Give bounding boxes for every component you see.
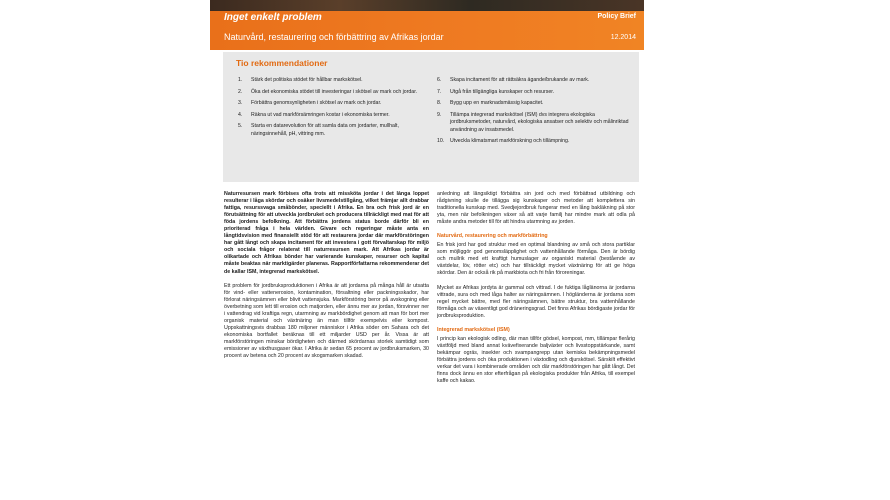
recommendations-right-column	[437, 77, 633, 150]
header-photo-strip	[210, 0, 644, 11]
body-right-column	[437, 191, 635, 496]
doc-type-label: Policy Brief	[597, 13, 636, 20]
body-paragraph: Ett problem för jordbruksproduktionen i Afrika är att jordarna på många håll är utsatta för vind- eller vattenerosion, kontamination, försaltning eller packningsskador, har förlorat näringsämnen eller blivit vattensjuka. Markförstöring beror på avskogning eller överbetning som lett till erosion och matjorden, eller ännu mer av jordan, försvinner ner i vattendrag vid kraftiga regn, utarmning av markbördighet genom att man för bort mer organisk material och växtnäring än man tillför exempelvis eller kompost. Uppskattningsvis drabbas 180 miljoner människor i Afrika söder om Sahara och det ekonomiska bortfallet beräknas till ett miljarder USD per år. Vissa är att markförstöringen minskar bördigheten och därmed skördarnas storlek samtidigt som emissioner av växthusgaser ökar. I Afrika är sedan 65 procent av jordbruksmarken, 30 procent av betena och 20 procent av skogsmarken skadad.	[224, 282, 429, 360]
header-band	[210, 0, 644, 50]
recommendation-item: 6. Skapa incitament för att rättsäkra ägande/brukande av mark.	[437, 77, 590, 83]
recommendation-item: 3. Förbättra genomsynligheten i skötsel av mark och jordar.	[238, 100, 382, 107]
body-paragraph: Mycket av Afrikas jordyta är gammal och vittrad. I de fuktiga låglänorna är jordarna vittrade, sura och med låga halter av näringsämnen. I högländerna är jordarna som regel mycket bättre, med fler näringsämnen, bättre struktur, bra vattenhållande förmåga och av väsentligt god dräneringsgrad. Det finns Afrikas bördigaste jordar för jordbruksproduktion.	[437, 284, 635, 319]
recommendation-item: 9. Tillämpa integrerad markskötsel (ISM) dvs integrera ekologiska jordbruksmetoder, naturvård, ekologiska ansatser och selektiv och målinriktad användning av insatsmedel.	[437, 111, 629, 133]
body-paragraph: I princip kan ekologisk odling, där man tillför gödsel, kompost, mm, tillämpar flerårig växtföljd med bland annat kvävefixerande baljväxter och livsstoppstärkande, samt bekämpar ogräs, insekter och svampangrepp utan kemiska bekämpningsmedel förbättra jordens och öka produktionen i växtodling och djurskötsel. Särskilt effektivt verkar det vara i kombinerade områden och där markförstöringen har gått långt. Det finns dock ännu en stor efterfrågan på ekologiska produkter från Afrika, till exempel kaffe och kakao.	[437, 335, 635, 385]
recommendation-item: 2. Öka det ekonomiska stödet till investeringar i skötsel av mark och jordar.	[238, 88, 418, 95]
recommendation-item: 4. Räkna ut vad markförsämringen kostar i ekonomiska termer.	[238, 111, 390, 118]
recommendation-item: 5. Starta en datarevolution för att samla data om jordarter, mullhalt, näringsinnehåll, pH, vittring mm.	[238, 123, 399, 137]
recommendation-item: 8. Bygg upp en marknadsmässig kapacitet.	[437, 100, 544, 107]
section-heading: Naturvård, restaurering och markförbättring	[437, 233, 548, 240]
recommendation-item: 1. Stärk det politiska stödet för hållbar markskötsel.	[238, 77, 363, 83]
body-left-column	[224, 191, 429, 496]
section-heading: Integrerad markskötsel (ISM)	[437, 326, 510, 333]
doc-date: 12.2014	[610, 34, 636, 41]
header-title: Inget enkelt problem	[224, 12, 322, 23]
body-paragraph: anledning att långsiktigt förbättra sin jord och med förbättrad utbildning och rådgivning skulle de tillägga sig kunskaper och metoder att komplettera sin traditionella kunskap med. Svedjejordbruk fungerar med en lång bakläkning på stor yta, men när befolkningen växer så att varje familj har mindre mark att odla på måste andra metoder till för att hindra utarmning av jorden.	[437, 191, 635, 226]
recommendation-item: 10. Utveckla klimatsmart markförskning och tillämpning.	[437, 138, 570, 145]
recommendations-left-column	[238, 77, 428, 142]
recommendations-title: Tio rekommendationer	[236, 58, 328, 68]
header-subtitle: Naturvård, restaurering och förbättring av Afrikas jordar	[224, 32, 444, 42]
body-paragraph: En frisk jord har god struktur med en optimal blandning av små och stora partiklar som möjliggör god genomsläpplighet och vattenhållande förmåga. Den är bördig och mullrik med ett kraftigt humuslager av organiskt material (bestående av växtdelar, löv, rötter etc) och har tillräckligt mycket växtnäring för att ge höga skördar. Den är också rik på markbiota och fri från föroreningar.	[437, 242, 635, 277]
recommendation-item: 7. Utgå från tillgängliga kunskaper och resurser.	[437, 88, 555, 95]
lead-paragraph: Naturresursen mark förbises ofta trots att missköta jordar i det långa loppet resulterar i låga skördar och osäker livsmedelstillgång, vilket främjar allt drabbar fattiga, resurssvaga småbönder, speciellt i Afrika. En bra och frisk jord är en förutsättning för att utveckla jordbruket och producera tillräckligt med mat för att föda jordens befolkning. Att förbättra jordens status borde därför bli en prioriterad fråga i hela världen. Givare och regeringar måste anta en långtidsvision med finansiellt stöd för att restaurera jordar där markförstöringen har gått långt och skapa incitament för att investera i gott förvaltarskap för miljö och sociala frågor relaterat till naturresursen mark. Att Afrikas jordar är olikartade och Afrikas bönder har varierande kunskaper, resurser och kapital måste beaktas när marktigärder planeras. Rapportförfattarna rekommenderar det de kallar ISM, integrerad markskötsel.	[224, 191, 429, 275]
